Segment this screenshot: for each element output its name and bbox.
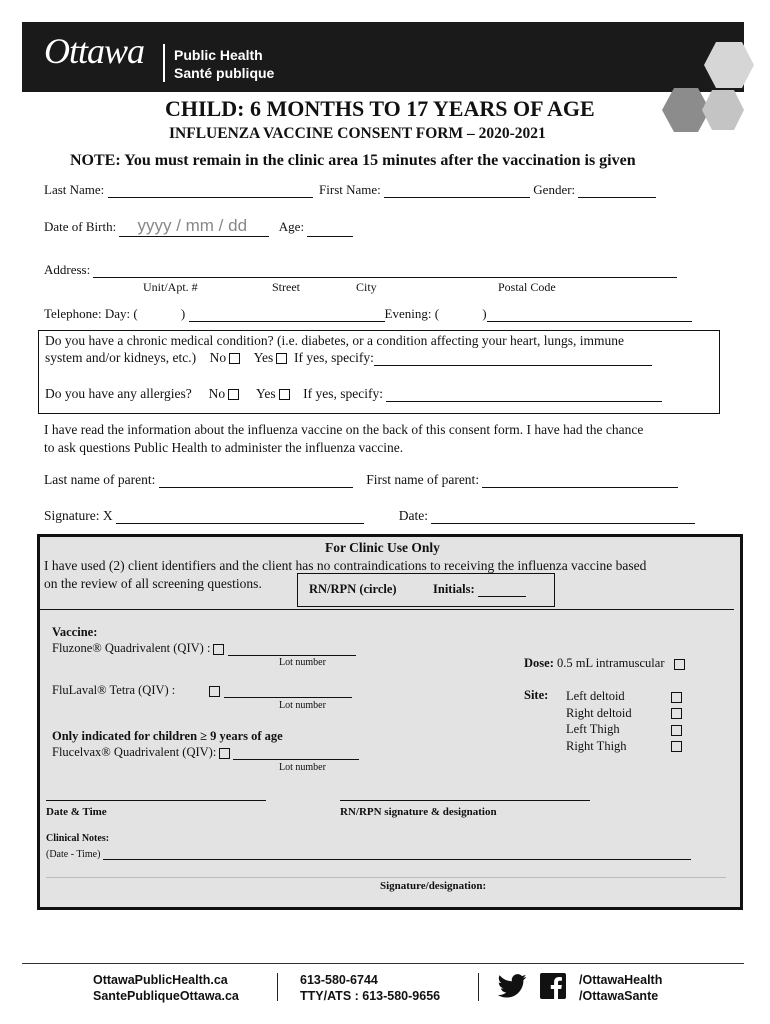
last-name-label: Last Name: [44, 182, 105, 197]
date-label: Date: [398, 508, 428, 523]
form-title: CHILD: 6 MONTHS TO 17 YEARS OF AGE [165, 96, 595, 121]
fluzone-lot-label: Lot number [279, 657, 326, 668]
rn-signature-label: RN/RPN signature & designation [340, 806, 497, 818]
fluzone-lot-field[interactable] [228, 641, 356, 656]
hexagon-decoration-icon [654, 30, 754, 160]
site-right-deltoid: Right deltoid [566, 705, 632, 720]
site-right-deltoid-checkbox[interactable] [671, 708, 682, 719]
chronic-no-checkbox[interactable] [229, 353, 240, 364]
street-label: Street [272, 280, 300, 294]
last-name-field[interactable] [108, 183, 313, 198]
clinic-line2: on the review of all screening questions. [44, 576, 262, 591]
address-field[interactable] [93, 263, 677, 278]
chronic-yes-checkbox[interactable] [276, 353, 287, 364]
note-text: NOTE: You must remain in the clinic area 15 minutes after the vaccination is given [70, 152, 636, 169]
allergies-no-checkbox[interactable] [228, 389, 239, 400]
site-left-thigh: Left Thigh [566, 722, 620, 736]
signature-label: Signature: X [44, 508, 113, 523]
parent-last-label: Last name of parent: [44, 472, 156, 487]
evening-close: ) [482, 306, 487, 321]
dob-field[interactable]: yyyy / mm / dd [119, 216, 269, 237]
chronic-question-line1: Do you have a chronic medical condition? (i.e. diabetes, or a condition affecting your heart, lungs, immune [45, 333, 624, 348]
social-en-handle[interactable]: /OttawaHealth [579, 973, 663, 987]
dose-checkbox[interactable] [674, 659, 685, 670]
site-left-deltoid-checkbox[interactable] [671, 692, 682, 703]
footer-separator-2 [478, 973, 479, 1001]
org-name-en: Public Health [174, 47, 263, 63]
parent-last-field[interactable] [159, 473, 353, 488]
ottawa-logo: Ottawa [44, 31, 145, 71]
clinic-divider [40, 609, 734, 610]
footer-separator-1 [277, 973, 278, 1001]
age-field[interactable] [307, 222, 353, 237]
chronic-specify-field[interactable] [374, 351, 652, 366]
fluzone-label: Fluzone® Quadrivalent (QIV) : [52, 641, 211, 655]
logo-divider [163, 44, 165, 82]
allergies-specify-label: If yes, specify: [303, 386, 383, 401]
tel-day-field[interactable] [189, 307, 385, 322]
site-left-thigh-checkbox[interactable] [671, 725, 682, 736]
site-left-deltoid: Left deltoid [566, 689, 625, 703]
flucelvax-checkbox[interactable] [219, 748, 230, 759]
allergies-no-label: No [208, 386, 226, 401]
date-time-label: Date & Time [46, 806, 107, 818]
website-en-link[interactable]: OttawaPublicHealth.ca [93, 973, 228, 987]
allergies-yes-label: Yes [255, 386, 276, 401]
org-name [174, 46, 274, 82]
signature-field[interactable] [116, 509, 364, 524]
dose-label: Dose: [524, 656, 554, 670]
site-right-thigh-checkbox[interactable] [671, 741, 682, 752]
address-label: Address: [44, 262, 91, 277]
parent-first-label: First name of parent: [366, 472, 480, 487]
clinical-notes-field[interactable] [103, 849, 691, 860]
signature-designation-label: Signature/designation: [380, 880, 487, 892]
chronic-specify-label: If yes, specify: [294, 350, 374, 365]
allergies-specify-field[interactable] [386, 387, 662, 402]
age-label: Age: [278, 219, 305, 234]
tty-number: TTY/ATS : 613-580-9656 [300, 989, 441, 1003]
flucelvax-lot-field[interactable] [233, 745, 359, 760]
flulaval-checkbox[interactable] [209, 686, 220, 697]
footer-divider [22, 963, 744, 964]
notes-separator [46, 877, 726, 878]
chronic-yes-label: Yes [253, 350, 274, 365]
first-name-field[interactable] [384, 183, 530, 198]
chronic-question-line2: system and/or kidneys, etc.) [45, 350, 197, 365]
clinic-line1: I have used (2) client identifiers and the client has no contraindications to receiving the influenza vaccine based [44, 558, 647, 573]
tel-day-close: ) [180, 306, 186, 321]
website-fr-link[interactable]: SantePubliqueOttawa.ca [93, 989, 239, 1003]
rn-signature-line[interactable] [340, 800, 590, 801]
unit-label: Unit/Apt. # [143, 280, 198, 294]
initials-label: Initials: [433, 582, 475, 596]
gender-field[interactable] [578, 183, 656, 198]
vaccine-label: Vaccine: [52, 625, 98, 639]
phone-number: 613-580-6744 [300, 973, 378, 987]
allergies-question: Do you have any allergies? [45, 386, 192, 401]
evening-field[interactable] [487, 307, 692, 322]
tel-day-label: Telephone: Day: ( [44, 306, 138, 321]
dose-value: 0.5 mL intramuscular [556, 656, 665, 670]
flucelvax-lot-label: Lot number [279, 762, 326, 773]
chronic-no-label: No [209, 350, 227, 365]
clinic-title: For Clinic Use Only [325, 540, 440, 555]
parent-first-field[interactable] [482, 473, 678, 488]
site-label: Site: [524, 688, 549, 702]
date-time-line[interactable] [46, 800, 266, 801]
clinical-notes-label: Clinical Notes: [46, 833, 110, 844]
flulaval-lot-field[interactable] [224, 683, 352, 698]
city-label: City [356, 280, 377, 294]
consent-line1: I have read the information about the influenza vaccine on the back of this consent form. I have had the chance [44, 422, 644, 437]
allergies-yes-checkbox[interactable] [279, 389, 290, 400]
dob-label: Date of Birth: [44, 219, 117, 234]
site-right-thigh: Right Thigh [566, 738, 627, 753]
initials-field[interactable] [478, 582, 526, 597]
fluzone-checkbox[interactable] [213, 644, 224, 655]
org-name-fr: Santé publique [174, 65, 275, 81]
twitter-icon[interactable] [497, 974, 527, 998]
date-time-paren-label: (Date - Time) [46, 849, 101, 860]
gender-label: Gender: [533, 182, 576, 197]
social-fr-handle[interactable]: /OttawaSante [579, 989, 659, 1003]
flulaval-lot-label: Lot number [279, 700, 326, 711]
consent-line2: to ask questions Public Health to administer the influenza vaccine. [44, 440, 404, 455]
facebook-icon[interactable] [540, 973, 566, 999]
postal-label: Postal Code [498, 280, 556, 294]
rn-circle-label: RN/RPN (circle) [309, 582, 397, 596]
age-restriction-note: Only indicated for children ≥ 9 years of age [52, 729, 283, 743]
flucelvax-label: Flucelvax® Quadrivalent (QIV): [52, 745, 217, 759]
evening-label: Evening: ( [384, 306, 440, 321]
first-name-label: First Name: [319, 182, 381, 197]
form-subtitle: INFLUENZA VACCINE CONSENT FORM – 2020-2021 [169, 125, 546, 142]
flulaval-label: FluLaval® Tetra (QIV) : [52, 683, 176, 697]
date-field[interactable] [431, 509, 695, 524]
